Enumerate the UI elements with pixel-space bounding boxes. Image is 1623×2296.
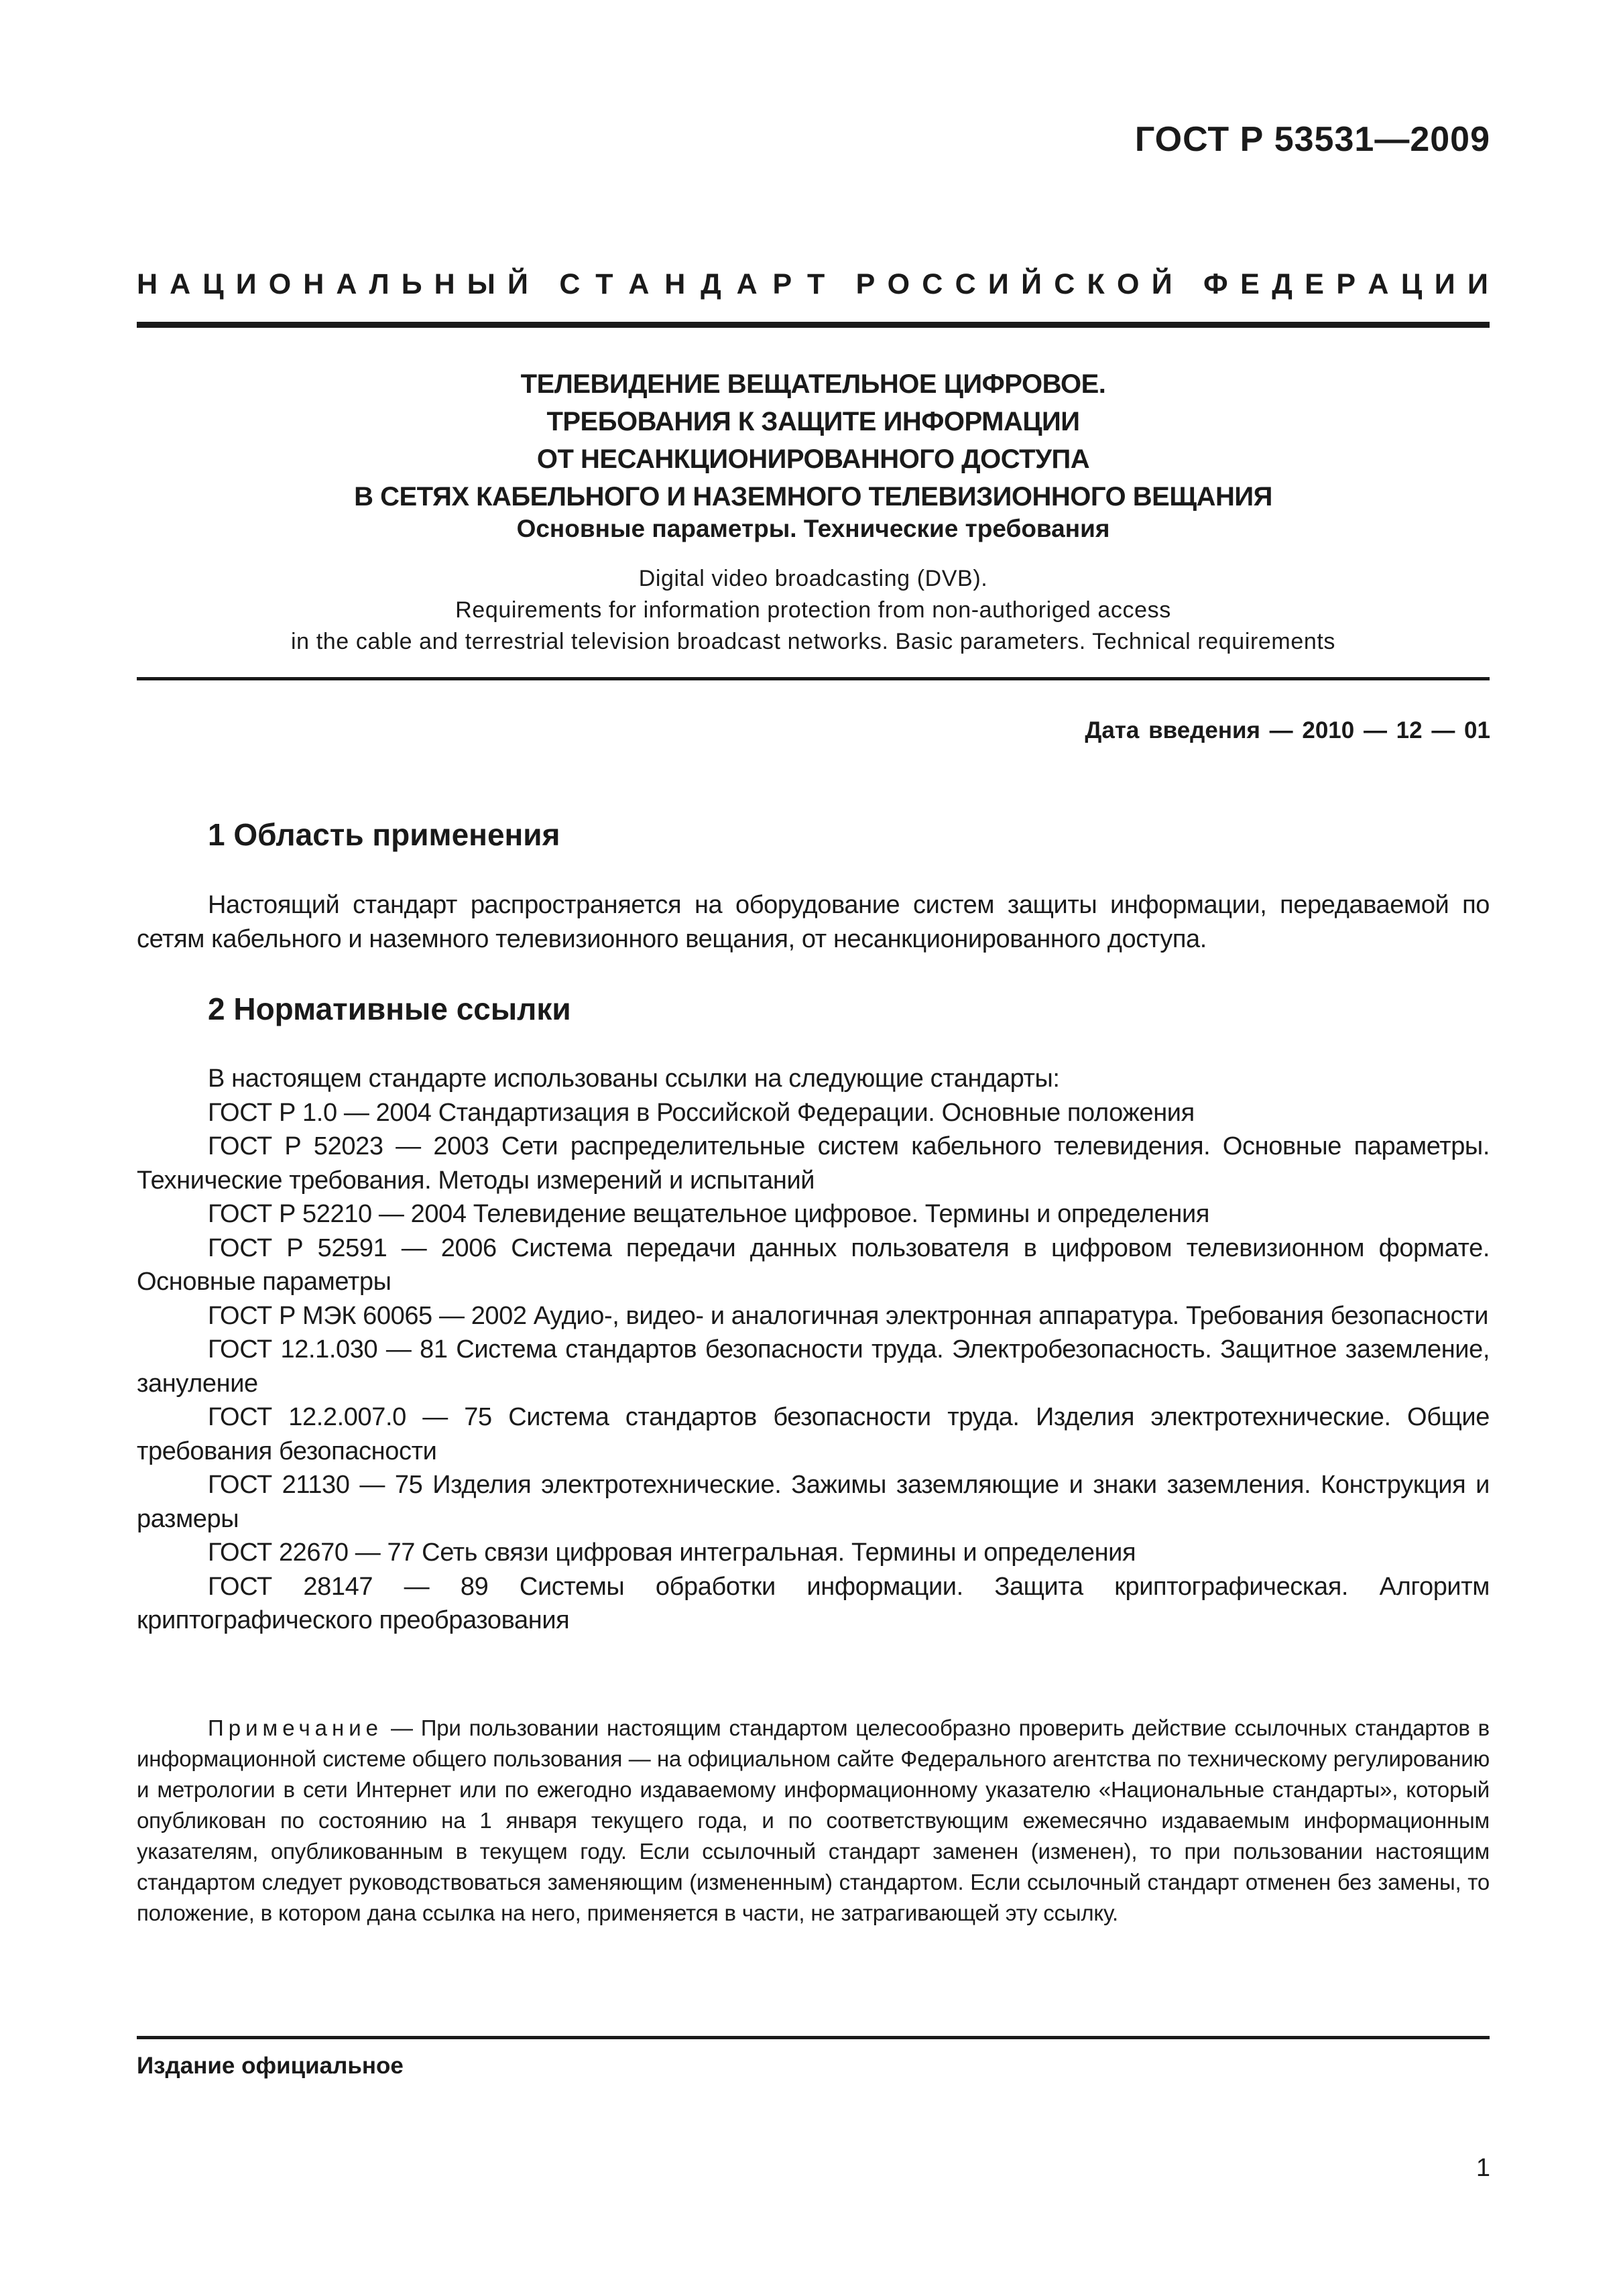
section-heading-references: 2 Нормативные ссылки [208, 991, 571, 1026]
reference-item: ГОСТ 22670 — 77 Сеть связи цифровая интегральная. Термины и определения [208, 1538, 1136, 1567]
title-line: В СЕТЯХ КАБЕЛЬНОГО И НАЗЕМНОГО ТЕЛЕВИЗИОННОГО ВЕЩАНИЯ [354, 482, 1272, 511]
national-standard-banner [137, 268, 1488, 301]
note-text: — При пользовании настоящим стандартом целесообразно проверить действие ссылочных стандартов в информационной системе общего пользования — на официальном сайте Федерального агентства по техническому регулированию и метрологии в сети Интернет или по ежегодно издаваемому информационному указателю «Национальные стандарты», который опубликован по состоянию на 1 января текущего года, и по соответствующим ежемесячно издаваемым информационным указателям, опубликованным в текущем году. Если ссылочный стандарт заменен (изменен), то при пользовании настоящим стандартом следует руководствоваться заменяющим (измененным) стандартом. Если ссылочный стандарт отменен без замены, то положение, в котором дана ссылка на него, применяется в части, не затрагивающей эту ссылку. [137, 1715, 1490, 1925]
title-divider [137, 677, 1490, 680]
references-intro: В настоящем стандарте использованы ссылки на следующие стандарты: [208, 1065, 1060, 1093]
note-label: Примечание [208, 1715, 383, 1740]
reference-item: ГОСТ 28147 — 89 Системы обработки информации. Защита криптографическая. Алгоритм криптографического преобразования [137, 1572, 1490, 1634]
reference-item: ГОСТ Р 52591 — 2006 Система передачи данных пользователя в цифровом телевизионном формате. Основные параметры [137, 1233, 1490, 1296]
scope-section [137, 888, 1490, 956]
reference-item: ГОСТ Р МЭК 60065 — 2002 Аудио-, видео- и аналогичная электронная аппаратура. Требования безопасности [208, 1301, 1489, 1330]
english-title [137, 563, 1490, 658]
banner-word: Р О С С И Й С К О Й [855, 268, 1173, 300]
section-heading-scope: 1 Область применения [208, 817, 560, 852]
banner-word: Н А Ц И О Н А Л Ь Н Ы Й [137, 268, 528, 300]
reference-item: ГОСТ Р 52023 — 2003 Сети распределительные систем кабельного телевидения. Основные параметры. Технические требования. Методы измерений и испытаний [137, 1132, 1490, 1195]
scope-paragraph: Настоящий стандарт распространяется на оборудование систем защиты информации, передаваемой по сетям кабельного и наземного телевизионного вещания, от несанкционированного доступа. [137, 891, 1490, 953]
document-subtitle: Основные параметры. Технические требования [516, 515, 1110, 542]
english-title-line: Digital video broadcasting (DVB). [638, 566, 988, 591]
reference-item: ГОСТ Р 1.0 — 2004 Стандартизация в Российской Федерации. Основные положения [208, 1098, 1195, 1127]
document-title [137, 365, 1490, 516]
references-section [137, 1062, 1490, 1638]
title-line: ТЕЛЕВИДЕНИЕ ВЕЩАТЕЛЬНОЕ ЦИФРОВОЕ. [520, 369, 1106, 399]
page-number: 1 [1476, 2154, 1490, 2182]
header-divider [137, 322, 1490, 328]
reference-item: ГОСТ 12.1.030 — 81 Система стандартов безопасности труда. Электробезопасность. Защитное заземление, зануление [137, 1335, 1490, 1398]
reference-item: ГОСТ 21130 — 75 Изделия электротехнические. Зажимы заземляющие и знаки заземления. Конструкция и размеры [137, 1471, 1490, 1533]
title-line: ТРЕБОВАНИЯ К ЗАЩИТЕ ИНФОРМАЦИИ [546, 407, 1080, 436]
english-title-line: Requirements for information protection from non-authoriged access [455, 597, 1171, 623]
banner-word: Ф Е Д Е Р А Ц И И [1203, 268, 1488, 300]
english-title-line: in the cable and terrestrial television broadcast networks. Basic parameters. Technical requirements [291, 629, 1335, 654]
edition-label: Издание официальное [137, 2053, 404, 2079]
note-block [137, 1713, 1490, 1929]
reference-item: ГОСТ Р 52210 — 2004 Телевидение вещательное цифровое. Термины и определения [208, 1200, 1209, 1228]
banner-word: С Т А Н Д А Р Т [559, 268, 825, 300]
title-line: ОТ НЕСАНКЦИОНИРОВАННОГО ДОСТУПА [536, 444, 1090, 474]
footer-divider [137, 2036, 1490, 2039]
reference-item: ГОСТ 12.2.007.0 — 75 Система стандартов безопасности труда. Изделия электротехнические. Общие требования безопасности [137, 1403, 1490, 1465]
gost-code: ГОСТ Р 53531—2009 [1134, 120, 1490, 159]
introduction-date: Дата введения — 2010 — 12 — 01 [1085, 717, 1490, 743]
